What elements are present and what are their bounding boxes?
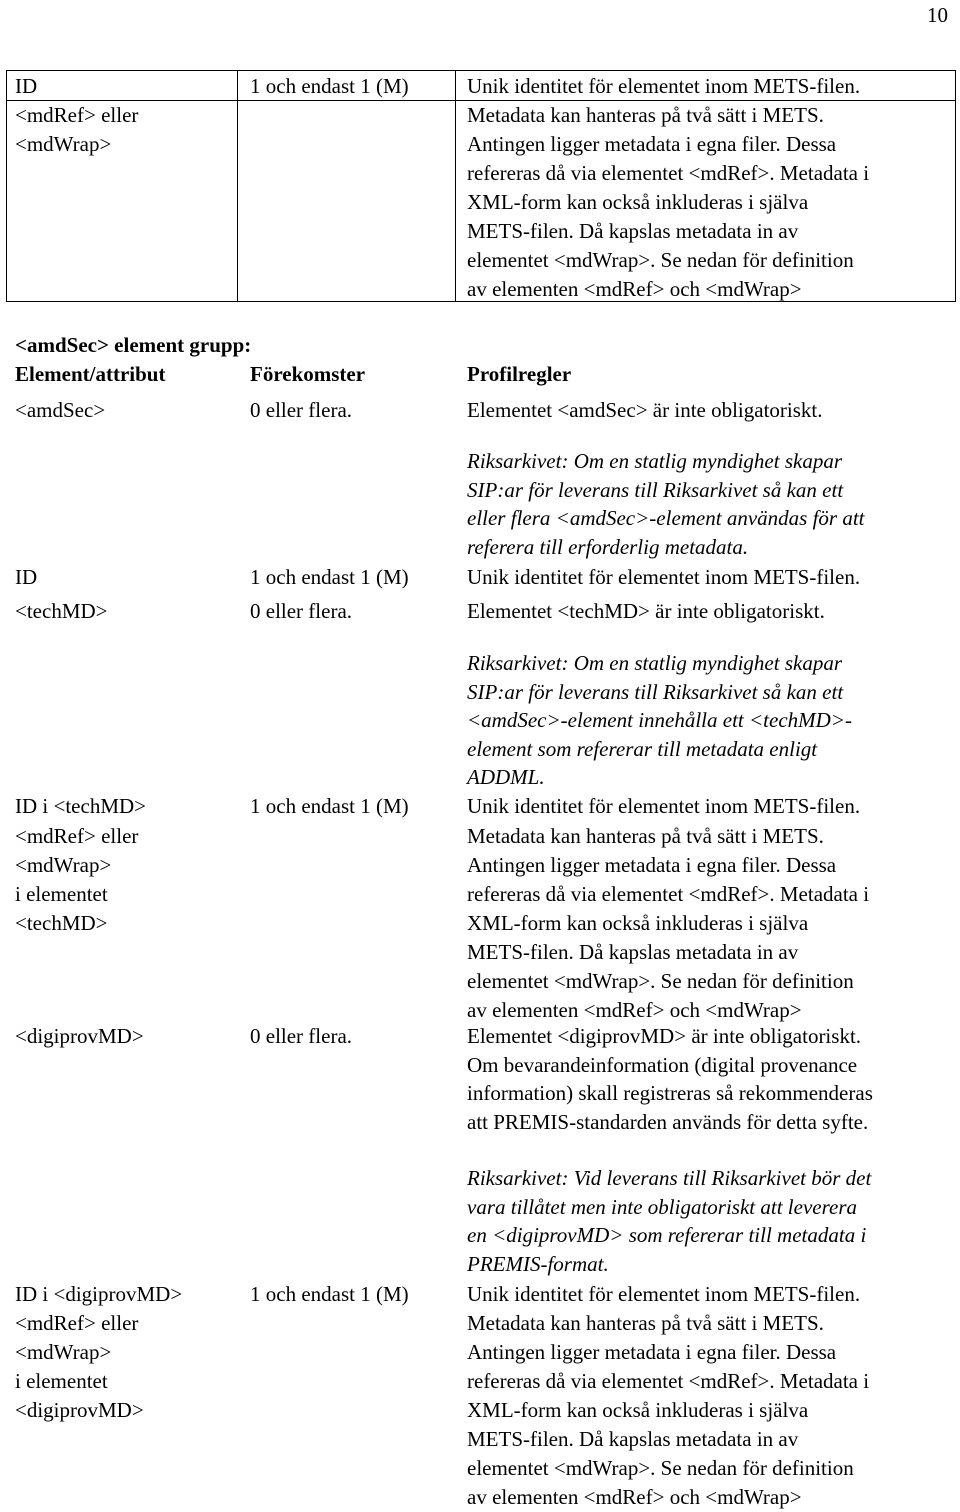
occurrence: 1 och endast 1 (M): [250, 794, 409, 818]
element-name: ID: [15, 74, 38, 98]
element-name: <techMD>: [15, 599, 108, 623]
occurrence: 1 och endast 1 (M): [250, 74, 409, 98]
profile-rule: information) skall registreras så rekommenderas: [467, 1081, 873, 1106]
occurrence: 0 eller flera.: [250, 398, 353, 422]
occurrence: 1 och endast 1 (M): [250, 565, 409, 589]
riksarkivet-note: Riksarkivet: Vid leverans till Riksarkivet bör det: [467, 1166, 872, 1190]
profile-rule: elementet <mdWrap>. Se nedan för definition: [467, 248, 854, 272]
profile-rule: Elementet <amdSec> är inte obligatoriskt.: [467, 398, 823, 422]
element-name: <mdWrap>: [15, 132, 112, 156]
element-name: ID i <digiprovMD>: [15, 1282, 183, 1306]
riksarkivet-note: Riksarkivet: Om en statlig myndighet skapar: [467, 449, 843, 473]
profile-rule: Antingen ligger metadata i egna filer. Dessa: [467, 132, 837, 156]
profile-rule: elementet <mdWrap>. Se nedan för definition: [467, 969, 854, 993]
element-name: ID: [15, 565, 38, 589]
profile-rule: refereras då via elementet <mdRef>. Metadata i: [467, 1369, 870, 1393]
profile-rule: METS-filen. Då kapslas metadata in av: [467, 940, 799, 964]
profile-rule: XML-form kan också inkluderas i själva: [467, 190, 809, 214]
profile-rule: XML-form kan också inkluderas i själva: [467, 911, 809, 935]
table-border-vertical: [955, 70, 956, 302]
column-header: Förekomster: [250, 362, 366, 386]
table-border-vertical: [455, 70, 456, 302]
profile-rule: XML-form kan också inkluderas i själva: [467, 1398, 809, 1422]
riksarkivet-note: <amdSec>-element innehålla ett <techMD>-: [467, 708, 852, 733]
table-border-vertical: [6, 70, 7, 302]
profile-rule: refereras då via elementet <mdRef>. Metadata i: [467, 882, 870, 906]
riksarkivet-note: SIP:ar för leverans till Riksarkivet så kan ett: [467, 477, 844, 502]
profile-rule: av elementen <mdRef> och <mdWrap>: [467, 1485, 802, 1509]
riksarkivet-note: ADDML.: [467, 765, 545, 790]
element-name: <amdSec>: [15, 398, 106, 422]
profile-rule: Metadata kan hanteras på två sätt i METS.: [467, 824, 824, 848]
element-name: <mdRef> eller: [15, 103, 139, 127]
profile-rule: av elementen <mdRef> och <mdWrap>: [467, 277, 802, 301]
profile-rule: att PREMIS-standarden används för detta syfte.: [467, 1109, 869, 1134]
profile-rule: av elementen <mdRef> och <mdWrap>: [467, 998, 802, 1022]
column-header: Element/attribut: [15, 362, 166, 386]
riksarkivet-note: en <digiprovMD> som refererar till metadata i: [467, 1223, 867, 1248]
riksarkivet-note: Riksarkivet: Om en statlig myndighet skapar: [467, 651, 843, 675]
element-name: <mdWrap>: [15, 1340, 112, 1364]
occurrence: 1 och endast 1 (M): [250, 1282, 409, 1306]
riksarkivet-note: SIP:ar för leverans till Riksarkivet så kan ett: [467, 679, 844, 704]
element-name: <mdRef> eller: [15, 1311, 139, 1335]
riksarkivet-note: vara tillåtet men inte obligatoriskt att leverera: [467, 1194, 857, 1219]
element-name: i elementet: [15, 882, 108, 906]
table-border-vertical: [237, 70, 238, 302]
section-heading: <amdSec> element grupp:: [15, 333, 252, 357]
element-name: i elementet: [15, 1369, 108, 1393]
element-name: <techMD>: [15, 911, 108, 935]
profile-rule: Antingen ligger metadata i egna filer. Dessa: [467, 853, 837, 877]
page-number: 10: [927, 3, 948, 27]
profile-rule: Metadata kan hanteras på två sätt i METS.: [467, 1311, 824, 1335]
riksarkivet-note: referera till erforderlig metadata.: [467, 534, 749, 559]
column-header: Profilregler: [467, 362, 572, 386]
riksarkivet-note: element som refererar till metadata enligt: [467, 736, 818, 761]
element-name: <digiprovMD>: [15, 1024, 144, 1048]
element-name: ID i <techMD>: [15, 794, 146, 818]
element-name: <digiprovMD>: [15, 1398, 144, 1422]
profile-rule: Elementet <digiprovMD> är inte obligatoriskt.: [467, 1024, 862, 1048]
element-name: <mdWrap>: [15, 853, 112, 877]
profile-rule: METS-filen. Då kapslas metadata in av: [467, 219, 799, 243]
profile-rule: METS-filen. Då kapslas metadata in av: [467, 1427, 799, 1451]
profile-rule: Unik identitet för elementet inom METS-filen.: [467, 74, 861, 98]
occurrence: 0 eller flera.: [250, 599, 353, 623]
profile-rule: Unik identitet för elementet inom METS-filen.: [467, 1282, 861, 1306]
profile-rule: elementet <mdWrap>. Se nedan för definition: [467, 1456, 854, 1480]
occurrence: 0 eller flera.: [250, 1024, 353, 1048]
profile-rule: Metadata kan hanteras på två sätt i METS.: [467, 103, 824, 127]
profile-rule: Unik identitet för elementet inom METS-filen.: [467, 794, 861, 818]
profile-rule: Antingen ligger metadata i egna filer. Dessa: [467, 1340, 837, 1364]
table-border-horizontal: [6, 70, 956, 71]
profile-rule: Elementet <techMD> är inte obligatoriskt.: [467, 599, 825, 623]
profile-rule: Unik identitet för elementet inom METS-filen.: [467, 565, 861, 589]
riksarkivet-note: PREMIS-format.: [467, 1251, 609, 1276]
element-name: <mdRef> eller: [15, 824, 139, 848]
profile-rule: Om bevarandeinformation (digital provenance: [467, 1052, 858, 1077]
riksarkivet-note: eller flera <amdSec>-element användas för att: [467, 506, 865, 531]
profile-rule: refereras då via elementet <mdRef>. Metadata i: [467, 161, 870, 185]
